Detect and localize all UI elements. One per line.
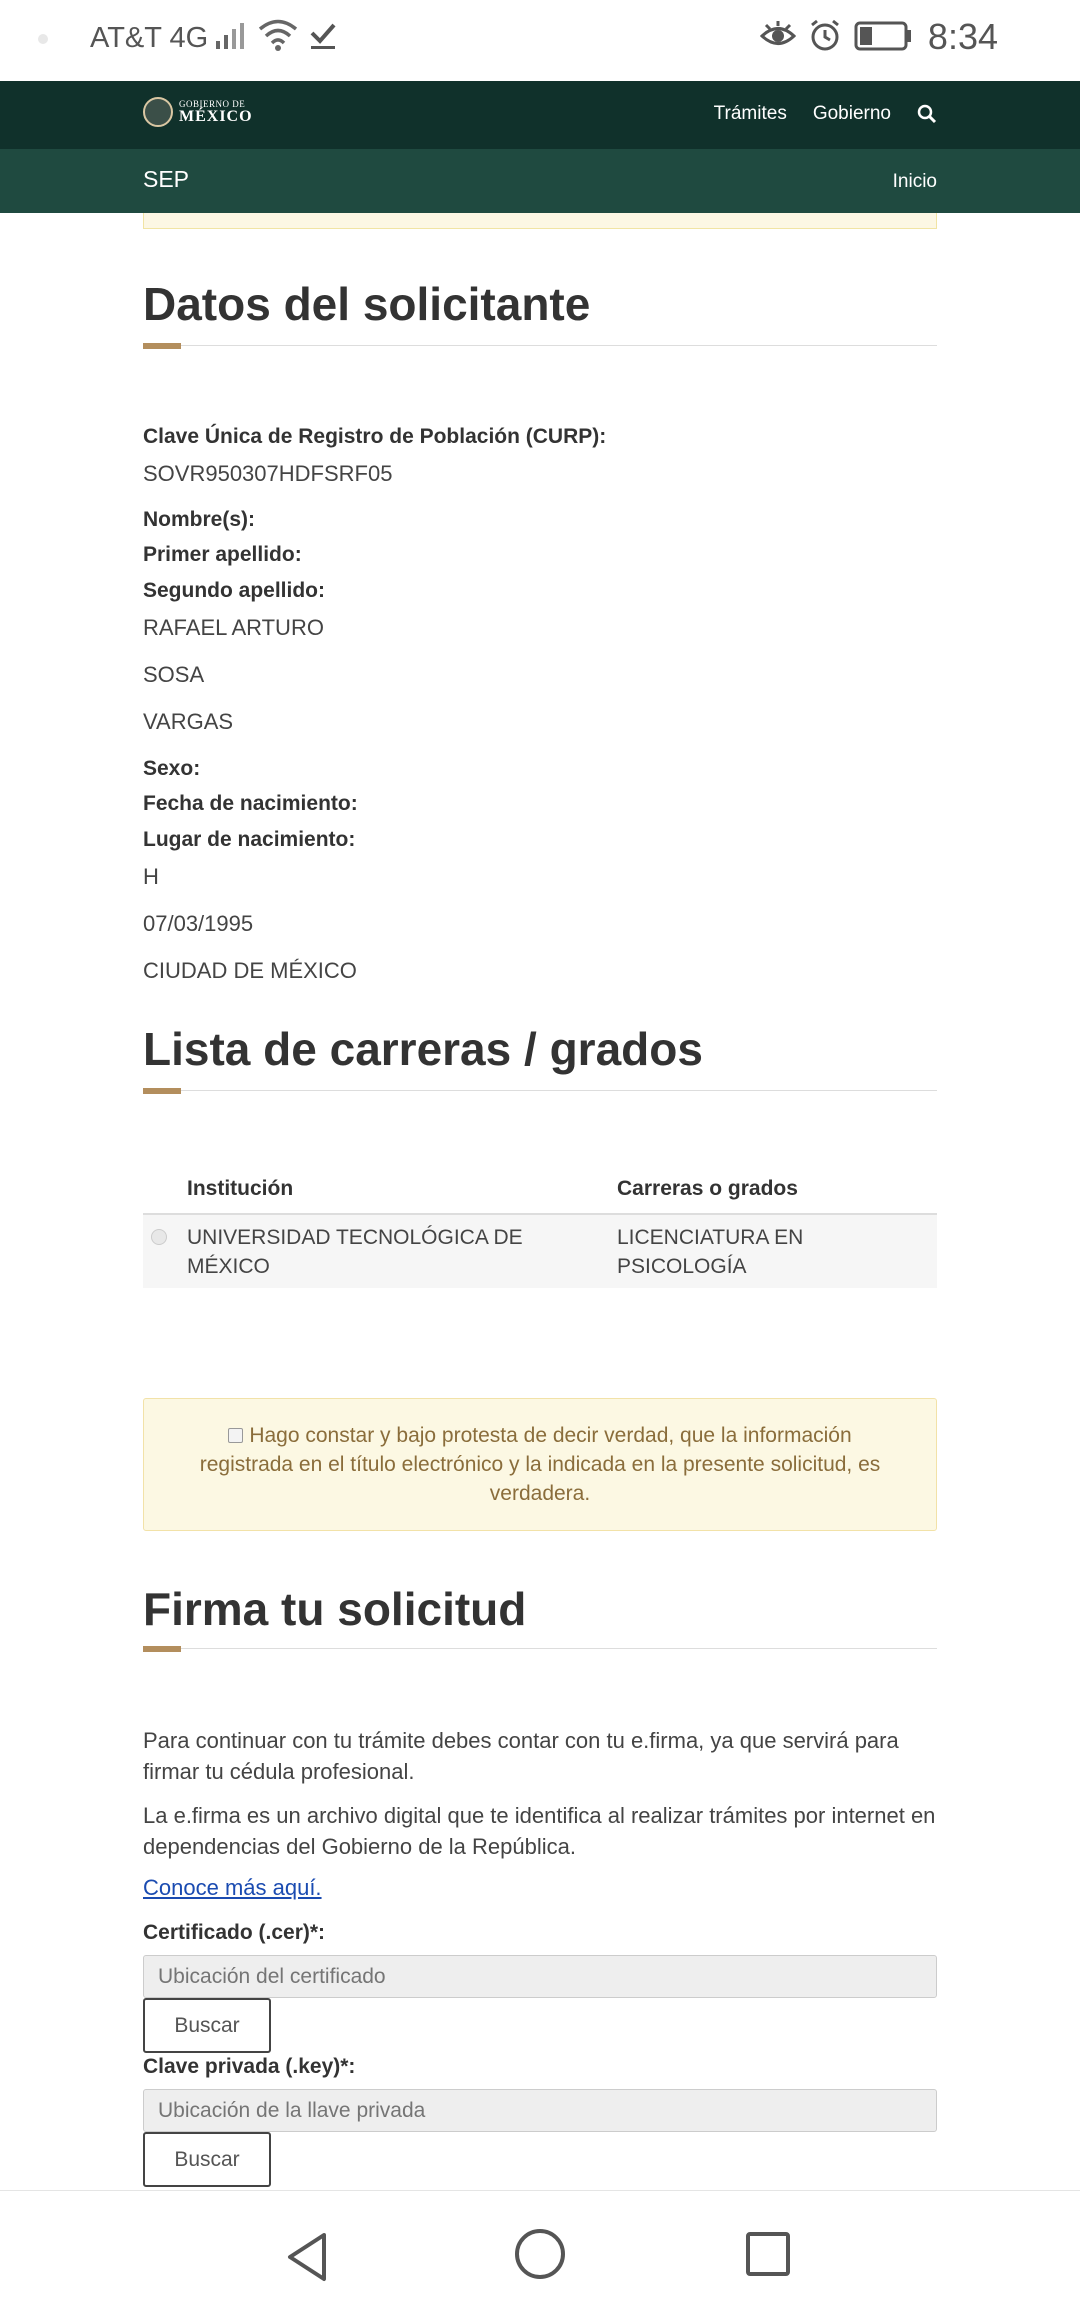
degree-cell: LICENCIATURA EN PSICOLOGÍA — [617, 1226, 804, 1278]
curp-label: Clave Única de Registro de Población (CURP): — [143, 425, 607, 448]
back-icon[interactable] — [284, 2231, 330, 2283]
segundo-apellido-value: VARGAS — [143, 709, 234, 734]
section-title[interactable]: SEP — [143, 166, 190, 192]
curp-value: SOVR950307HDFSRF05 — [143, 461, 393, 486]
fecha-nacimiento-label: Fecha de nacimiento: — [143, 792, 358, 815]
primer-apellido-label: Primer apellido: — [143, 543, 302, 566]
private-key-input[interactable] — [143, 2089, 937, 2132]
heading-divider — [143, 345, 937, 346]
gov-nav — [714, 103, 937, 125]
segundo-apellido-label: Segundo apellido: — [143, 579, 325, 602]
home-link[interactable]: Inicio — [892, 171, 937, 192]
sexo-value: H — [143, 864, 159, 889]
alert-box-partial — [143, 213, 937, 229]
check-download-icon — [308, 19, 338, 51]
applicant-heading: Datos del solicitante — [143, 278, 591, 330]
private-key-label: Clave privada (.key)*: — [143, 2055, 356, 2078]
logo-line1: GOBIERNO DE — [179, 99, 246, 109]
heading-divider — [143, 1648, 937, 1649]
institution-cell: UNIVERSIDAD TECNOLÓGICA DE MÉXICO — [187, 1226, 523, 1278]
degrees-heading: Lista de carreras / grados — [143, 1023, 703, 1075]
battery-icon — [854, 19, 912, 51]
lugar-nacimiento-value: CIUDAD DE MÉXICO — [143, 958, 357, 983]
nombre-label: Nombre(s): — [143, 508, 256, 531]
home-icon[interactable] — [513, 2227, 567, 2281]
alarm-icon — [808, 18, 842, 52]
nav-gobierno[interactable]: Gobierno — [812, 103, 891, 124]
nombre-value: RAFAEL ARTURO — [143, 615, 324, 640]
eye-icon — [760, 19, 796, 51]
logo-line2: MÉXICO — [179, 108, 253, 125]
column-header-degree: Carreras o grados — [617, 1177, 798, 1200]
clock-label: 8:34 — [927, 16, 998, 57]
declaration-text: Hago constar y bajo protesta de decir verdad, que la información registrada en el título electrónico y la indicada en la presente solicitud, es verdadera. — [199, 1424, 881, 1505]
learn-more-link[interactable]: Conoce más aquí. — [143, 1875, 322, 1900]
notification-dot-icon — [38, 34, 48, 44]
status-icons-right — [760, 18, 912, 52]
search-icon[interactable] — [917, 104, 937, 124]
certificate-input[interactable] — [143, 1955, 937, 1998]
gov-header — [0, 81, 1080, 149]
heading-divider — [143, 1090, 937, 1091]
wifi-icon — [258, 18, 298, 52]
declaration-checkbox[interactable] — [228, 1428, 243, 1443]
declaration-alert — [143, 1398, 937, 1531]
system-nav-bar — [0, 2190, 1080, 2312]
gov-seal-icon — [143, 97, 173, 127]
gov-logo[interactable] — [143, 97, 253, 127]
column-header-institution: Institución — [187, 1177, 294, 1200]
certificate-label: Certificado (.cer)*: — [143, 1921, 326, 1944]
sexo-label: Sexo: — [143, 757, 201, 780]
row-select-radio[interactable] — [151, 1229, 167, 1245]
status-icons-left — [214, 18, 338, 52]
certificate-browse-button[interactable]: Buscar — [143, 1998, 271, 2053]
recent-apps-icon[interactable] — [745, 2231, 791, 2277]
nav-tramites[interactable]: Trámites — [713, 103, 787, 124]
efirma-description-text: La e.firma es un archivo digital que te identifica al realizar trámites por internet en dependencias del Gobierno de la República. — [143, 1803, 936, 1859]
primer-apellido-value: SOSA — [143, 662, 205, 687]
signal-icon — [214, 19, 248, 51]
table-row[interactable] — [143, 1215, 937, 1288]
fecha-nacimiento-value: 07/03/1995 — [143, 911, 254, 936]
section-header — [0, 149, 1080, 213]
private-key-browse-button[interactable]: Buscar — [143, 2132, 271, 2187]
efirma-intro-text: Para continuar con tu trámite debes contar con tu e.firma, ya que servirá para firmar tu cédula profesional. — [143, 1728, 899, 1784]
status-bar — [0, 0, 1080, 81]
carrier-label: AT&T 4G — [90, 22, 209, 54]
lugar-nacimiento-label: Lugar de nacimiento: — [143, 828, 356, 851]
sign-heading: Firma tu solicitud — [143, 1583, 527, 1635]
